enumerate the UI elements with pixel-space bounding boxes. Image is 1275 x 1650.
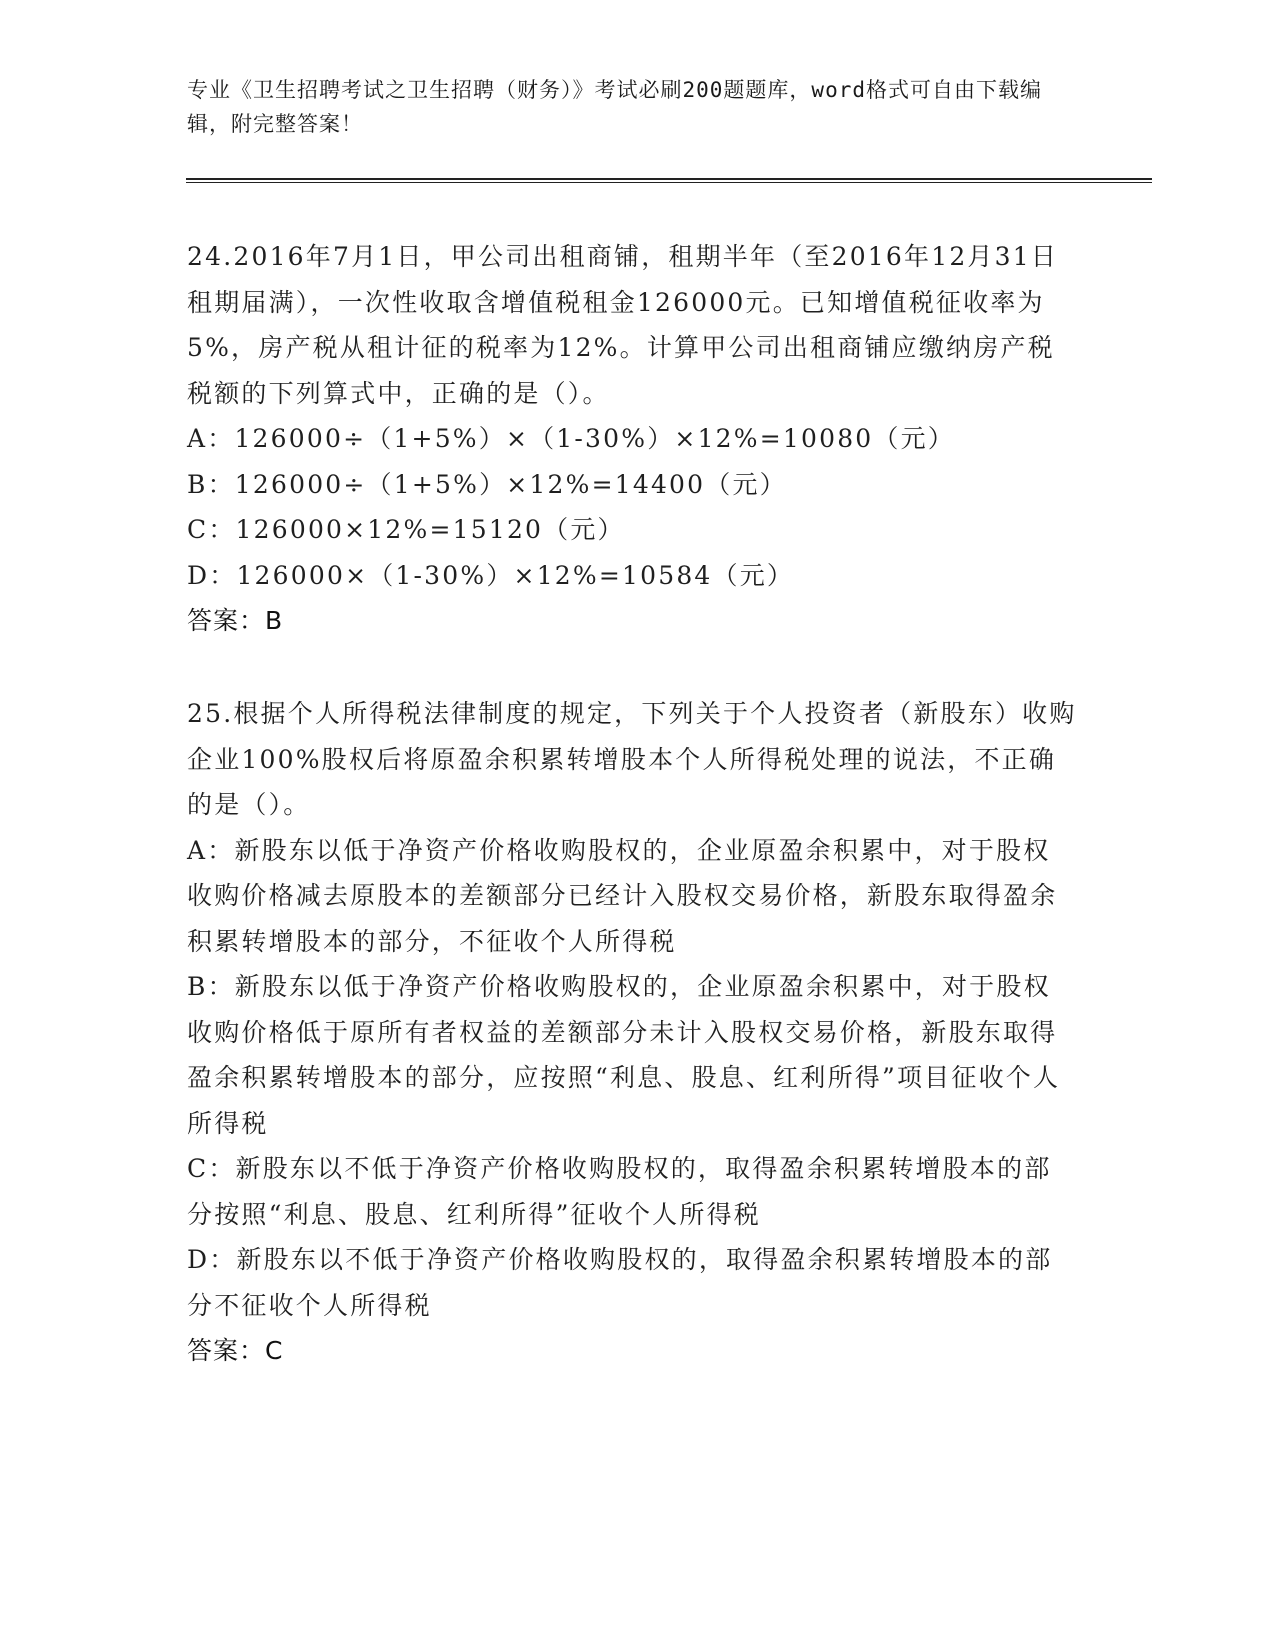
- option-c: C：新股东以不低于净资产价格收购股权的，取得盈余积累转增股本的部分按照“利息、股息、红利所得”征收个人所得税: [187, 1154, 1052, 1229]
- option-b: B：126000÷（1+5%）×12%=14400（元）: [187, 469, 787, 499]
- answer-line: 答案：C: [187, 1336, 284, 1365]
- option-a: A：新股东以低于净资产价格收购股权的，企业原盈余积累中，对于股权收购价格减去原股本的差额部分已经计入股权交易价格，新股东取得盈余积累转增股本的部分，不征收个人所得税: [187, 835, 1058, 956]
- header-divider-thick: [186, 178, 1152, 180]
- option-a: A：126000÷（1+5%）×（1-30%）×12%=10080（元）: [187, 424, 956, 453]
- option-d: D：新股东以不低于净资产价格收购股权的，取得盈余积累转增股本的部分不征收个人所得税: [187, 1245, 1053, 1320]
- header-divider-thin: [186, 182, 1152, 183]
- option-c: C：126000×12%=15120（元）: [187, 515, 625, 544]
- question-24: [187, 234, 1077, 644]
- question-25: [187, 691, 1077, 1374]
- answer-line: 答案：B: [187, 606, 284, 635]
- question-stem: 24.2016年7月1日，甲公司出租商铺，租期半年（至2016年12月31日租期届满），一次性收取含增值税租金126000元。已知增值税征收率为5%，房产税从租计征的税率为12%。计算甲公司出租商铺应缴纳房产税税额的下列算式中，正确的是（）。: [187, 242, 1059, 408]
- question-stem: 25.根据个人所得税法律制度的规定，下列关于个人投资者（新股东）收购企业100%股权后将原盈余积累转增股本个人所得税处理的说法，不正确的是（）。: [187, 699, 1077, 819]
- option-d: D：126000×（1-30%）×12%=10584（元）: [187, 560, 795, 590]
- document-header: 专业《卫生招聘考试之卫生招聘（财务）》考试必刷200题题库，word格式可自由下载编辑，附完整答案！: [187, 78, 1042, 136]
- option-b: B：新股东以低于净资产价格收购股权的，企业原盈余积累中，对于股权收购价格低于原所有者权益的差额部分未计入股权交易价格，新股东取得盈余积累转增股本的部分，应按照“利息、股息、红利所得”项目征收个人所得税: [187, 972, 1061, 1138]
